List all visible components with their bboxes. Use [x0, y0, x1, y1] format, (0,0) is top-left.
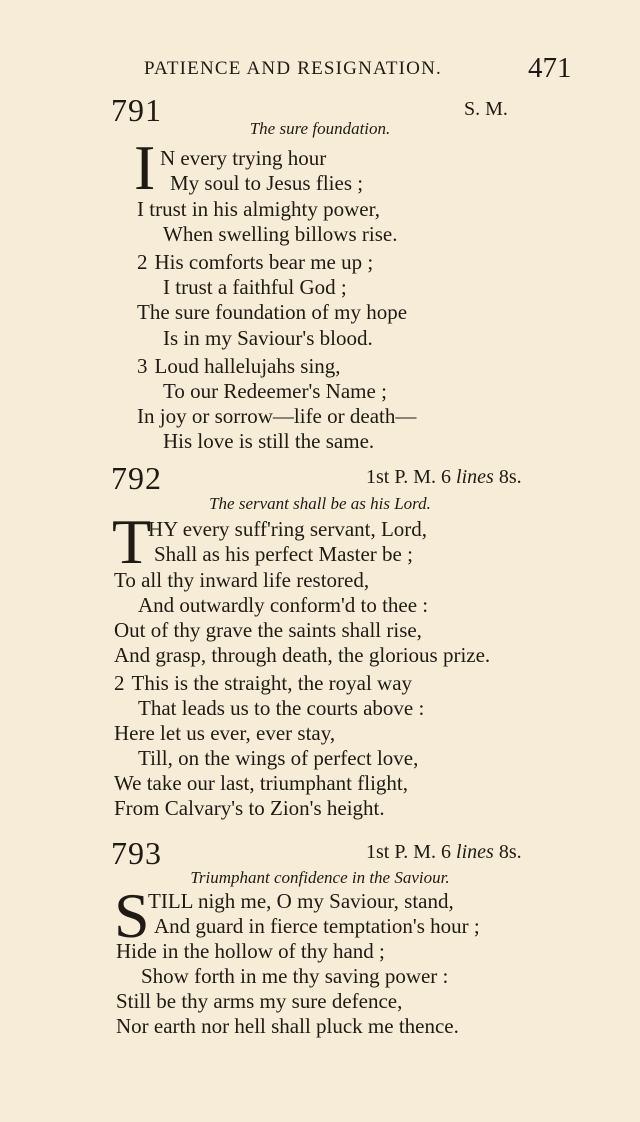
hymn-meter: S. M. — [464, 98, 508, 120]
verse-line: That leads us to the courts above : — [138, 696, 425, 720]
verse-line: Still be thy arms my sure defence, — [116, 989, 403, 1013]
verse-line: From Calvary's to Zion's height. — [114, 796, 385, 820]
hymn-number: 792 — [111, 460, 162, 496]
drop-cap: T — [112, 506, 152, 577]
drop-cap: S — [114, 880, 150, 951]
verse-line-text: Loud hallelujahs sing, — [154, 354, 341, 378]
verse-line: HY every suff'ring servant, Lord, — [148, 517, 428, 541]
stanza-number: 2 — [114, 671, 125, 695]
verse-line: TILL nigh me, O my Saviour, stand, — [148, 889, 454, 913]
drop-cap: I — [134, 132, 156, 203]
page-number: 471 — [528, 52, 572, 84]
hymn-number: 793 — [111, 835, 162, 871]
verse-line: And grasp, through death, the glorious prize. — [114, 643, 491, 667]
hymn-subtitle: The servant shall be as his Lord. — [209, 494, 431, 513]
hymn-heading — [0, 460, 640, 494]
meter-prefix: 1st P. M. 6 — [366, 466, 457, 488]
verse-line: I trust in his almighty power, — [137, 197, 380, 221]
stanza-number: 2 — [137, 250, 148, 274]
verse-line: We take our last, triumphant flight, — [114, 771, 408, 795]
verse-line: To all thy inward life restored, — [114, 568, 370, 592]
verse-line-text: His comforts bear me up ; — [154, 250, 374, 274]
verse-line: Here let us ever, ever stay, — [114, 721, 336, 745]
verse-line: Hide in the hollow of thy hand ; — [116, 939, 385, 963]
meter-suffix: 8s. — [493, 466, 522, 488]
hymn-meter — [366, 841, 522, 864]
running-head — [0, 52, 640, 84]
verse-line: Shall as his perfect Master be ; — [154, 542, 413, 566]
verse-line — [137, 356, 341, 377]
verse-line: Show forth in me thy saving power : — [141, 964, 449, 988]
verse-line: To our Redeemer's Name ; — [163, 379, 387, 403]
verse-line: My soul to Jesus flies ; — [170, 171, 364, 195]
verse-line: N every trying hour — [160, 146, 327, 170]
verse-line: When swelling billows rise. — [163, 222, 398, 246]
hymn-subtitle: Triumphant confidence in the Saviour. — [190, 868, 450, 887]
verse-line: Is in my Saviour's blood. — [163, 326, 373, 350]
hymn-meter — [366, 466, 522, 489]
verse-line: And guard in fierce temptation's hour ; — [154, 914, 480, 938]
meter-prefix: 1st P. M. 6 — [366, 841, 457, 863]
meter-suffix: 8s. — [493, 841, 522, 863]
hymn-heading — [0, 835, 640, 869]
verse-line — [114, 673, 412, 694]
stanza-number: 3 — [137, 354, 148, 378]
verse-line: Out of thy grave the saints shall rise, — [114, 618, 422, 642]
verse-line: The sure foundation of my hope — [137, 300, 408, 324]
meter-italic: lines — [456, 466, 494, 488]
meter-italic: lines — [456, 841, 494, 863]
verse-line: And outwardly conform'd to thee : — [138, 593, 429, 617]
verse-line: Till, on the wings of perfect love, — [138, 746, 419, 770]
hymn-subtitle: The sure foundation. — [249, 119, 391, 138]
verse-line-text: This is the straight, the royal way — [131, 671, 413, 695]
verse-line: His love is still the same. — [163, 429, 375, 453]
hymn-number: 791 — [111, 92, 162, 128]
running-title: PATIENCE AND RESIGNATION. — [144, 58, 442, 79]
verse-line: Nor earth nor hell shall pluck me thence. — [116, 1014, 459, 1038]
verse-line: In joy or sorrow—life or death— — [137, 404, 417, 428]
verse-line: I trust a faithful God ; — [163, 275, 347, 299]
verse-line — [137, 252, 373, 273]
